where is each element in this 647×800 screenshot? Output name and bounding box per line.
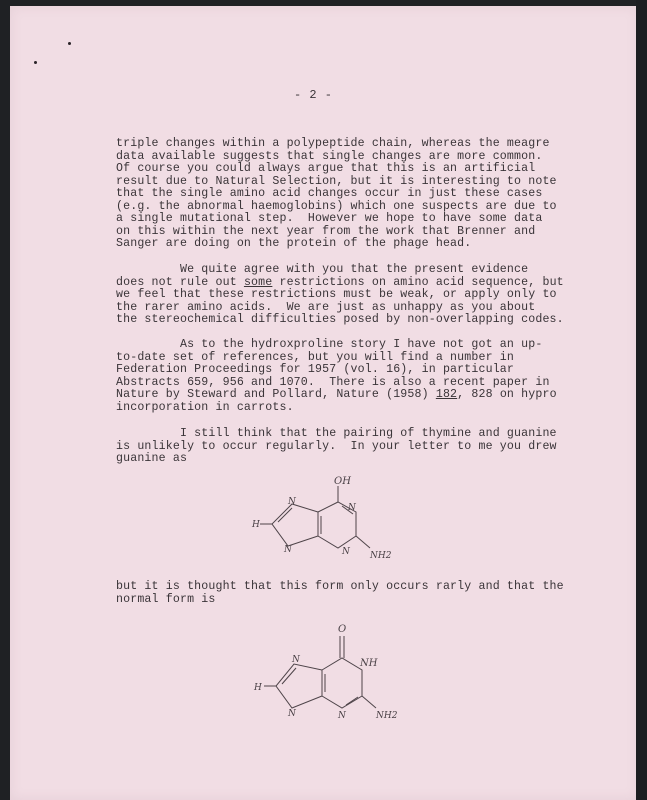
six-ring-bonds xyxy=(322,658,362,708)
text-line: triple changes within a polypeptide chain, whereas the meagre xyxy=(116,137,550,150)
nh2-label: NH2 xyxy=(376,711,398,721)
text-line-with-underline: does not rule out some restrictions on amino acid sequence, but xyxy=(116,275,564,289)
text-line: (e.g. the abnormal haemoglobins) which one suspects are due to xyxy=(116,199,557,213)
five-ring-bonds xyxy=(272,504,318,546)
paper-speck xyxy=(34,61,37,64)
text-line: a single mutational step. However we hope to have some data xyxy=(116,212,543,225)
page-number: - 2 - xyxy=(294,88,333,102)
guanine-enol-structure-drawing xyxy=(248,474,398,574)
text-line: the stereochemical difficulties posed by non-overlapping codes. xyxy=(116,313,564,326)
n-label: N xyxy=(288,497,296,507)
double-bond xyxy=(278,508,292,522)
n-label: N xyxy=(288,709,296,719)
n-label: N xyxy=(284,545,292,555)
text-line: As to the hydroxproline story I have not got an up- xyxy=(116,338,543,351)
text-line: result due to Natural Selection, but it is interesting to note xyxy=(116,174,557,188)
five-ring-bonds xyxy=(276,664,322,708)
oh-label: OH xyxy=(334,476,351,487)
text-line: Abstracts 659, 956 and 1070. There is also a recent paper in xyxy=(116,375,550,389)
h-label: H xyxy=(252,520,260,530)
n-label: N xyxy=(348,503,356,513)
text-line: guanine as xyxy=(116,452,188,465)
text-line-with-underline: Nature by Steward and Pollard, Nature (1958) 182, 828 on hypro xyxy=(116,388,557,401)
nh2-bond xyxy=(356,536,370,548)
text-line: that the single amino acid changes occur in just these cases xyxy=(116,187,543,200)
text-line: normal form is xyxy=(116,592,216,606)
o-label: O xyxy=(338,624,347,635)
text-line: data available suggests that single changes are more common. xyxy=(116,149,543,163)
text-line: to-date set of references, but you will find a number in xyxy=(116,350,515,364)
n-label: N xyxy=(342,547,350,557)
nh2-label: NH2 xyxy=(370,551,392,561)
text-line: but it is thought that this form only occurs rarly and that the xyxy=(116,580,564,593)
text-line: Federation Proceedings for 1957 (vol. 16), in particular xyxy=(116,363,515,376)
nh-label: NH xyxy=(360,658,378,669)
h-label: H xyxy=(254,683,262,693)
text-line: we feel that these restrictions must be weak, or apply only to xyxy=(116,288,557,301)
underlined-word: some xyxy=(243,275,273,289)
text-line: the rarer amino acids. We are just as unhappy as you about xyxy=(116,300,536,314)
text-line: on this within the next year from the work that Brenner and xyxy=(116,224,536,238)
n-label: N xyxy=(292,655,300,665)
n-label: N xyxy=(338,711,346,721)
guanine-keto-structure-drawing xyxy=(250,620,410,730)
scan-edge xyxy=(636,0,647,800)
paper-speck xyxy=(68,42,71,45)
double-bond xyxy=(346,697,358,705)
text-line: We quite agree with you that the present evidence xyxy=(116,263,529,276)
nh2-bond xyxy=(362,696,376,708)
text-line: incorporation in carrots. xyxy=(116,400,294,414)
text-line: is unlikely to occur regularly. In your letter to me you drew xyxy=(116,439,557,453)
underlined-word: 182 xyxy=(435,388,458,401)
text-line: Of course you could always argue that this is an artificial xyxy=(116,162,536,175)
text-line: Sanger are doing on the protein of the phage head. xyxy=(116,237,472,250)
text-line: I still think that the pairing of thymine and guanine xyxy=(116,427,557,440)
